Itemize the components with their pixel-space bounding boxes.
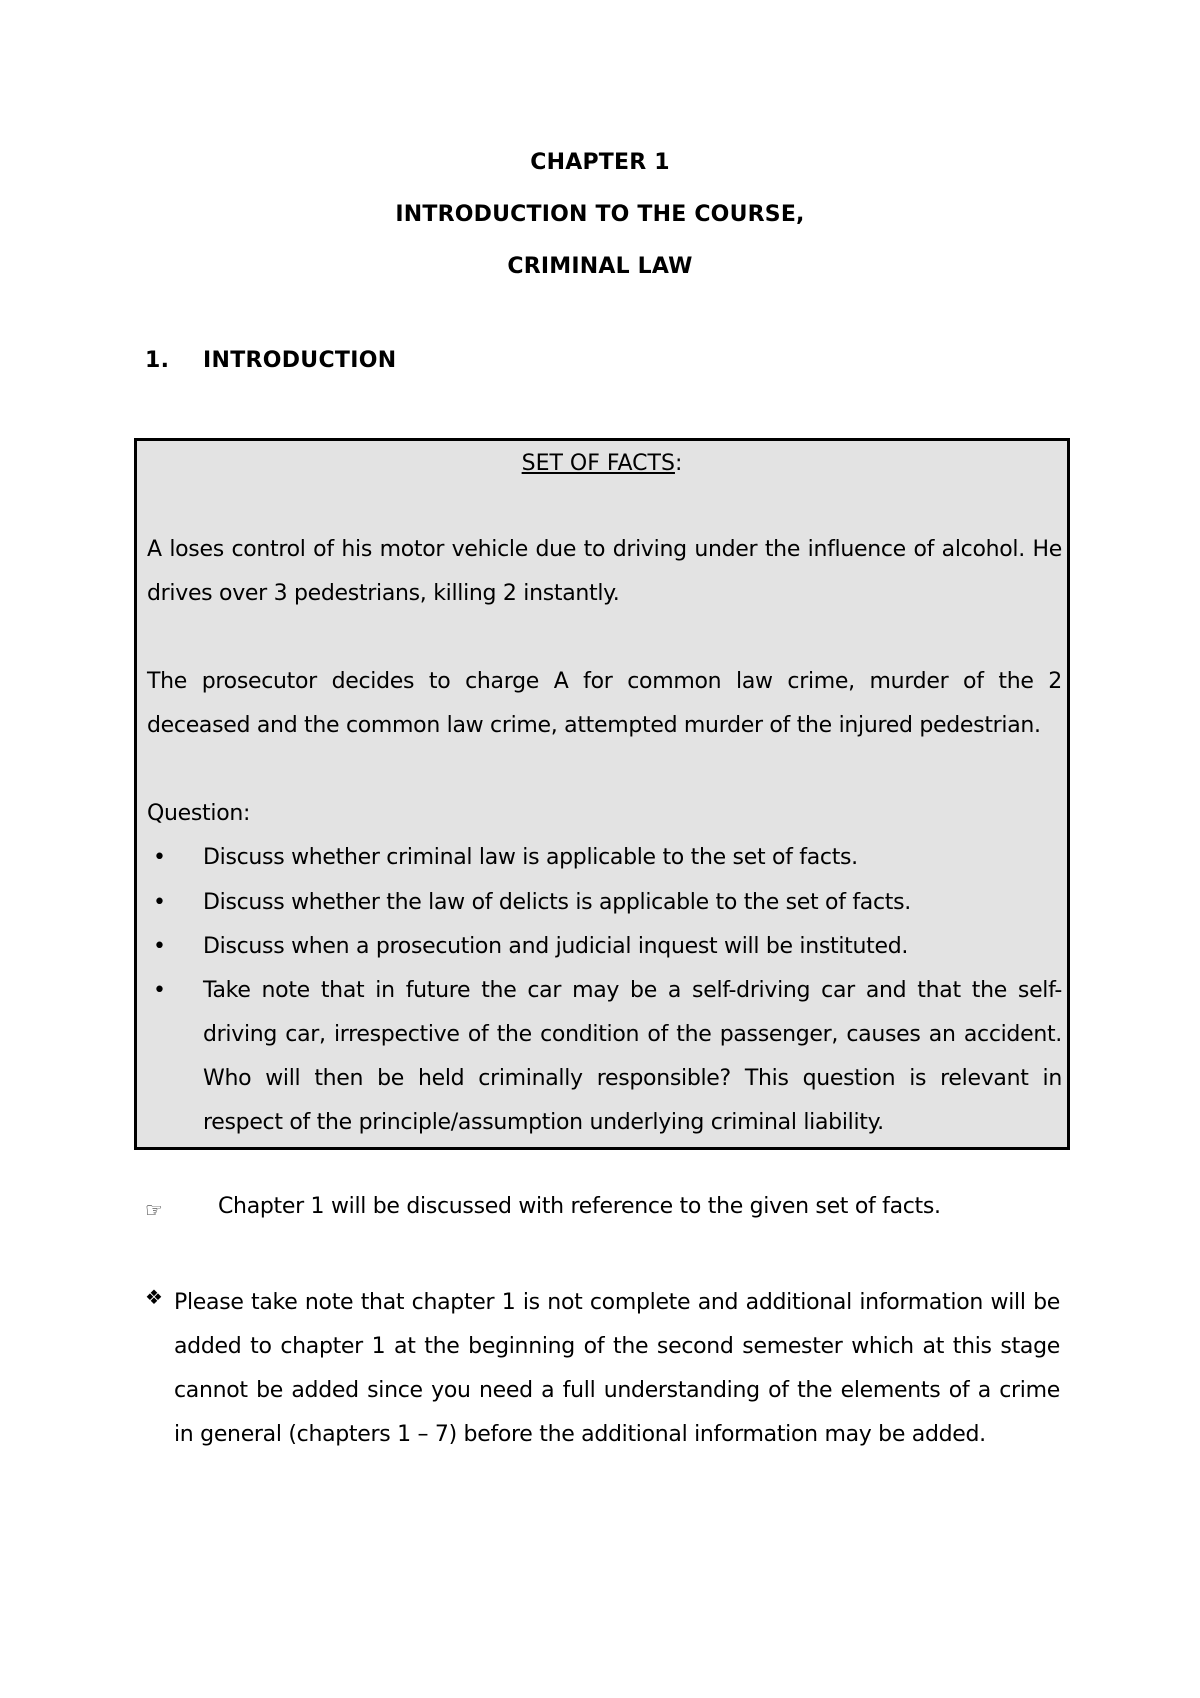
section-title: INTRODUCTION [203, 348, 397, 373]
question-text: Discuss whether criminal law is applicable to the set of facts. [203, 845, 858, 870]
hand-note-text: Chapter 1 will be discussed with reference to the given set of facts. [218, 1194, 941, 1219]
set-of-facts-box [134, 438, 1070, 1150]
bullet-icon: • [153, 978, 166, 1003]
bullet-icon: • [153, 890, 166, 915]
question-label: Question: [147, 801, 251, 826]
facts-paragraph-2: The prosecutor decides to charge A for common law crime, murder of the 2 deceased and the common law crime, attempted murder of the injured pedestrian. [147, 669, 1062, 738]
bullet-icon: • [153, 845, 166, 870]
facts-box-title [137, 442, 1067, 486]
chapter-subtitle: INTRODUCTION TO THE COURSE, [395, 202, 805, 227]
diamond-note-text: Please take note that chapter 1 is not complete and additional information will be added to chapter 1 at the beginning of the second semester which at this stage cannot be added since you need a full understanding of the elements of a crime in general (chapters 1 – 7) before the additional information may be added. [174, 1290, 1060, 1447]
question-text: Discuss when a prosecution and judicial inquest will be instituted. [203, 934, 909, 959]
section-heading [145, 348, 396, 373]
question-text: Take note that in future the car may be a self-driving car and that the self-driving car, irrespective of the condition of the passenger, causes an accident. Who will then be held criminally responsible? This question is relevant in respect of the principle/assumption underlying criminal liability. [203, 978, 1062, 1135]
facts-title-text: SET OF FACTS [521, 451, 675, 476]
bullet-icon: • [153, 934, 166, 959]
chapter-subject: CRIMINAL LAW [507, 254, 693, 279]
question-text: Discuss whether the law of delicts is applicable to the set of facts. [203, 890, 911, 915]
diamond-bullet-icon: ❖ [145, 1285, 163, 1309]
section-number: 1. [145, 348, 170, 373]
facts-title-colon: : [674, 451, 683, 476]
chapter-heading: CHAPTER 1 [530, 150, 670, 175]
facts-paragraph-1: A loses control of his motor vehicle due to driving under the influence of alcohol. He drives over 3 pedestrians, killing 2 instantly. [147, 537, 1062, 606]
pointing-hand-icon: ☞ [145, 1198, 163, 1222]
